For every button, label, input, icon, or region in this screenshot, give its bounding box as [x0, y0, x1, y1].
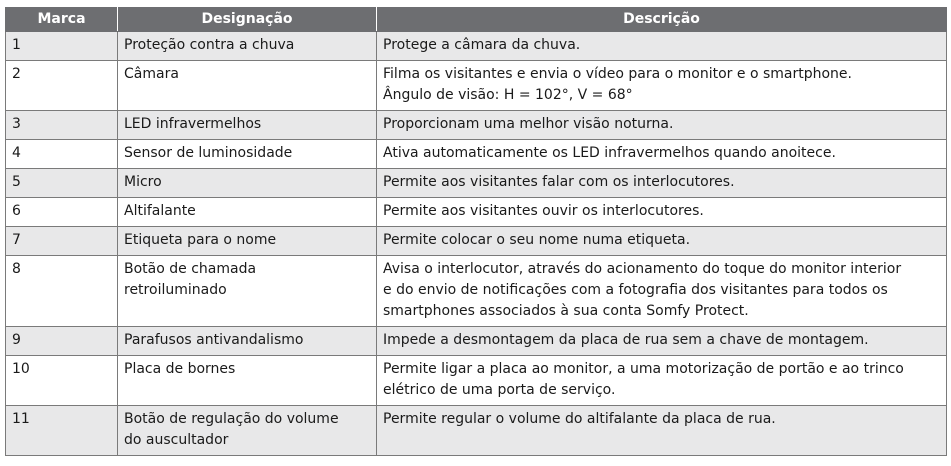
- cell-designation: [118, 198, 377, 227]
- cell-designation: [118, 227, 377, 256]
- table-body: [6, 32, 947, 456]
- cell-description: [377, 327, 947, 356]
- designation-line: Placa de bornes: [124, 361, 236, 377]
- description-line: Permite aos visitantes falar com os interlocutores.: [383, 174, 735, 190]
- description-line: Ângulo de visão: H = 102°, V = 68°: [383, 87, 633, 103]
- cell-description: [377, 356, 947, 406]
- cell-designation: [118, 327, 377, 356]
- cell-mark: 4: [6, 140, 118, 169]
- cell-description: [377, 406, 947, 456]
- description-line: Proporcionam uma melhor visão noturna.: [383, 116, 674, 132]
- cell-description: [377, 140, 947, 169]
- cell-designation: [118, 356, 377, 406]
- table-row: [6, 111, 947, 140]
- table-header: [6, 7, 947, 32]
- table-row: [6, 256, 947, 327]
- cell-description: [377, 169, 947, 198]
- cell-mark: 11: [6, 406, 118, 456]
- cell-mark: 1: [6, 32, 118, 61]
- cell-designation: [118, 111, 377, 140]
- cell-description: [377, 198, 947, 227]
- table-row: [6, 227, 947, 256]
- cell-mark: 9: [6, 327, 118, 356]
- table-row: [6, 61, 947, 111]
- description-line: Ativa automaticamente os LED infravermelhos quando anoitece.: [383, 145, 836, 161]
- table-row: [6, 327, 947, 356]
- designation-line: Botão de regulação do volume: [124, 411, 339, 427]
- table-row: [6, 169, 947, 198]
- cell-mark: 7: [6, 227, 118, 256]
- header-designation: Designação: [118, 7, 377, 32]
- description-line: Permite colocar o seu nome numa etiqueta.: [383, 232, 691, 248]
- designation-line: do auscultador: [124, 432, 229, 448]
- table-row: [6, 140, 947, 169]
- table-row: [6, 406, 947, 456]
- description-line: smartphones associados à sua conta Somfy Protect.: [383, 303, 749, 319]
- designation-line: Sensor de luminosidade: [124, 145, 293, 161]
- description-line: e do envio de notificações com a fotografia dos visitantes para todos os: [383, 282, 888, 298]
- cell-mark: 8: [6, 256, 118, 327]
- cell-designation: [118, 256, 377, 327]
- description-line: Filma os visitantes e envia o vídeo para o monitor e o smartphone.: [383, 66, 852, 82]
- cell-designation: [118, 61, 377, 111]
- cell-mark: 10: [6, 356, 118, 406]
- description-line: Protege a câmara da chuva.: [383, 37, 581, 53]
- cell-description: [377, 256, 947, 327]
- description-line: Permite aos visitantes ouvir os interlocutores.: [383, 203, 704, 219]
- description-line: Permite regular o volume do altifalante da placa de rua.: [383, 411, 776, 427]
- table-row: [6, 32, 947, 61]
- designation-line: Parafusos antivandalismo: [124, 332, 304, 348]
- cell-designation: [118, 406, 377, 456]
- cell-mark: 2: [6, 61, 118, 111]
- designation-line: Etiqueta para o nome: [124, 232, 277, 248]
- cell-designation: [118, 169, 377, 198]
- header-mark: Marca: [6, 7, 118, 32]
- cell-designation: [118, 32, 377, 61]
- designation-line: LED infravermelhos: [124, 116, 262, 132]
- designation-line: Altifalante: [124, 203, 196, 219]
- cell-description: [377, 61, 947, 111]
- description-line: elétrico de uma porta de serviço.: [383, 382, 616, 398]
- cell-designation: [118, 140, 377, 169]
- table-row: [6, 198, 947, 227]
- description-line: Impede a desmontagem da placa de rua sem a chave de montagem.: [383, 332, 869, 348]
- cell-mark: 3: [6, 111, 118, 140]
- table-row: [6, 356, 947, 406]
- header-row: [6, 7, 947, 32]
- components-table-container: [5, 7, 946, 456]
- cell-description: [377, 32, 947, 61]
- designation-line: Botão de chamada: [124, 261, 257, 277]
- description-line: Avisa o interlocutor, através do acionamento do toque do monitor interior: [383, 261, 902, 277]
- cell-description: [377, 111, 947, 140]
- designation-line: retroiluminado: [124, 282, 227, 298]
- cell-mark: 5: [6, 169, 118, 198]
- header-description: Descrição: [377, 7, 947, 32]
- components-table: [5, 7, 947, 456]
- cell-mark: 6: [6, 198, 118, 227]
- designation-line: Proteção contra a chuva: [124, 37, 295, 53]
- designation-line: Micro: [124, 174, 162, 190]
- cell-description: [377, 227, 947, 256]
- description-line: Permite ligar a placa ao monitor, a uma motorização de portão e ao trinco: [383, 361, 904, 377]
- designation-line: Câmara: [124, 66, 179, 82]
